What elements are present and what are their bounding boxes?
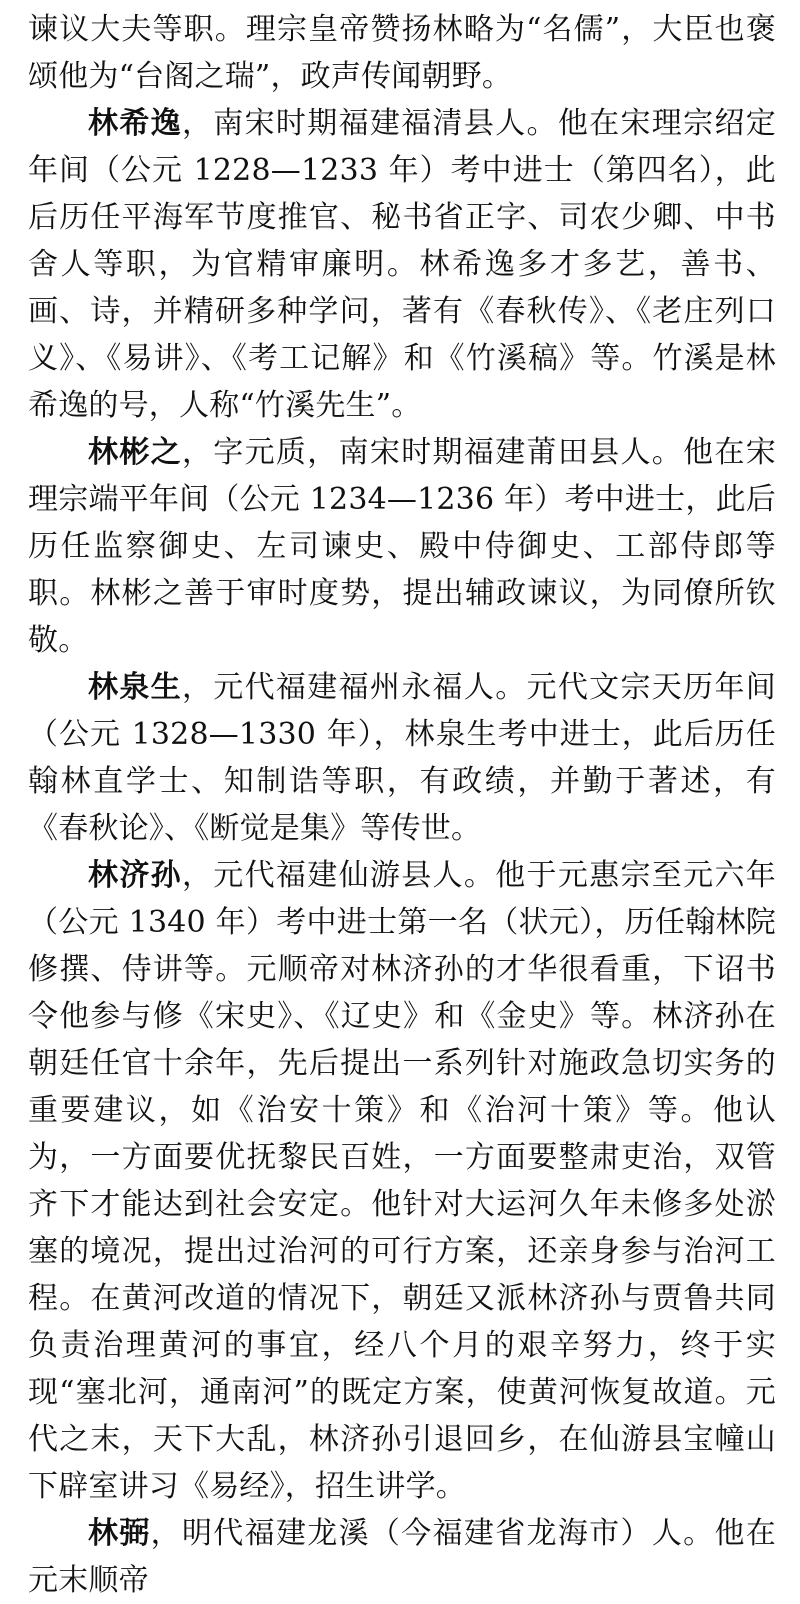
person-name: 林泉生: [88, 670, 182, 705]
paragraph-lin-bi: [28, 1510, 776, 1604]
paragraph-lin-quansheng: [28, 664, 776, 852]
person-name: 林弼: [88, 1516, 151, 1551]
paragraph-text: ，明代福建龙溪（今福建省龙海市）人。他在元末顺帝: [28, 1516, 777, 1598]
person-name: 林济孙: [88, 858, 182, 893]
paragraph-lin-binzhi: [28, 429, 776, 664]
paragraph-text: ，南宋时期福建福清县人。他在宋理宗绍定年间（公元 1228—1233 年）考中进士（第四名），此后历任平海军节度推官、秘书省正字、司农少卿、中书舍人等职，为官精审廉明。林希逸多才多艺，善书、画、诗，并精研多种学问，著有《春秋传》、《老庄列口义》、《易讲》、《考工记解》和《竹溪稿》等。竹溪是林希逸的号，人称“竹溪先生”。: [28, 106, 776, 423]
person-name: 林彬之: [88, 435, 182, 470]
paragraph-lin-lue-continued: [28, 6, 776, 100]
paragraph-lin-jisun: [28, 852, 776, 1510]
paragraph-text: ，元代福建仙游县人。他于元惠宗至元六年（公元 1340 年）考中进士第一名（状元），历任翰林院修撰、侍讲等。元顺帝对林济孙的才华很看重，下诏书令他参与修《宋史》、《辽史》和《金史》等。林济孙在朝廷任官十余年，先后提出一系列针对施政急切实务的重要建议，如《治安十策》和《治河十策》等。他认为，一方面要优抚黎民百姓，一方面要整肃吏治，双管齐下才能达到社会安定。他针对大运河久年未修多处淤塞的境况，提出过治河的可行方案，还亲身参与治河工程。在黄河改道的情况下，朝廷又派林济孙与贾鲁共同负责治理黄河的事宜，经八个月的艰辛努力，终于实现“塞北河，通南河”的既定方案，使黄河恢复故道。元代之末，天下大乱，林济孙引退回乡，在仙游县宝幢山下辟室讲习《易经》，招生讲学。: [28, 858, 776, 1504]
paragraph-text: 谏议大夫等职。理宗皇帝赞扬林略为“名儒”，大臣也褒颂他为“台阁之瑞”，政声传闻朝野。: [28, 12, 776, 94]
paragraph-text: ，元代福建福州永福人。元代文宗天历年间（公元 1328—1330 年），林泉生考中进士，此后历任翰林直学士、知制诰等职，有政绩，并勤于著述，有《春秋论》、《断觉是集》等传世。: [28, 670, 776, 846]
person-name: 林希逸: [88, 106, 182, 141]
paragraph-lin-xiyi: [28, 100, 776, 429]
paragraph-text: ，字元质，南宋时期福建莆田县人。他在宋理宗端平年间（公元 1234—1236 年）考中进士，此后历任监察御史、左司谏史、殿中侍御史、工部侍郎等职。林彬之善于审时度势，提出辅政谏议，为同僚所钦敬。: [28, 435, 776, 658]
document-page: [28, 6, 776, 1604]
